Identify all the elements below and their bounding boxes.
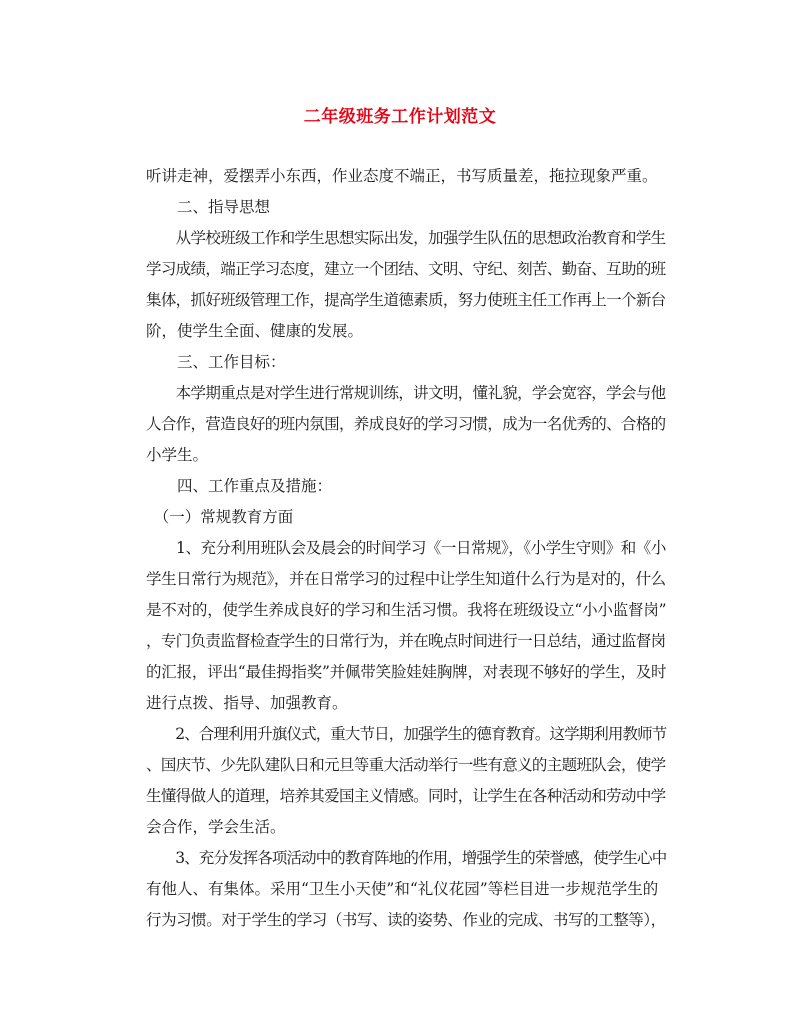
paragraph-line: 人合作，营造良好的班内氛围，养成良好的学习习惯，成为一名优秀的、合格的 <box>146 415 666 433</box>
paragraph-line: 的汇报，评出“最佳拇指奖”并佩带笑脸娃娃胸牌，对表现不够好的学生，及时 <box>146 663 667 681</box>
paragraph-line: 有他人、有集体。采用“卫生小天使”和“礼仪花园”等栏目进一步规范学生的 <box>146 880 659 898</box>
section-heading: 二、指导思想 <box>146 198 271 216</box>
paragraph-line: 行为习惯。对于学生的学习（书写、读的姿势、作业的完成、书写的工整等）， <box>146 911 666 929</box>
paragraph-line: 听讲走神，爱摆弄小东西，作业态度不端正，书写质量差，拖拉现象严重。 <box>146 167 658 185</box>
paragraph-line: 阶，使学生全面、健康的发展。 <box>146 322 364 340</box>
paragraph-line: 1、充分利用班队会及晨会的时间学习《一日常规》，《小学生守则》和《小 <box>146 539 666 557</box>
paragraph-line: 学生日常行为规范》，并在日常学习的过程中让学生知道什么行为是对的，什么 <box>146 570 666 588</box>
paragraph-line: 生懂得做人的道理，培养其爱国主义情感。同时，让学生在各种活动和劳动中学 <box>146 787 666 805</box>
document-body <box>146 161 666 936</box>
section-heading: 四、工作重点及措施： <box>146 477 333 495</box>
paragraph-line: 学习成绩，端正学习态度，建立一个团结、文明、守纪、刻苦、勤奋、互助的班 <box>146 260 666 278</box>
paragraph-line: 会合作，学会生活。 <box>146 818 286 836</box>
document-title: 二年级班务工作计划范文 <box>303 107 497 127</box>
paragraph-line: 是不对的，使学生养成良好的学习和生活习惯。我将在班级设立“小小监督岗” <box>146 601 667 619</box>
subsection-heading: （一）常规教育方面 <box>146 508 294 526</box>
paragraph-line: 小学生。 <box>146 446 209 464</box>
paragraph-line: 3、充分发挥各项活动中的教育阵地的作用，增强学生的荣誉感，使学生心中 <box>146 849 667 867</box>
paragraph-line: ，专门负责监督检查学生的日常行为，并在晚点时间进行一日总结，通过监督岗 <box>146 632 666 650</box>
paragraph-line: 进行点拨、指导、加强教育。 <box>146 694 348 712</box>
paragraph-line: 从学校班级工作和学生思想实际出发，加强学生队伍的思想政治教育和学生 <box>146 229 666 247</box>
paragraph-line: 本学期重点是对学生进行常规训练，讲文明，懂礼貌，学会宽容，学会与他 <box>146 384 666 402</box>
paragraph-line: 集体，抓好班级管理工作，提高学生道德素质，努力使班主任工作再上一个新台 <box>146 291 666 309</box>
paragraph-line: 2、合理利用升旗仪式，重大节日，加强学生的德育教育。这学期利用教师节 <box>146 725 667 743</box>
paragraph-line: 、国庆节、少先队建队日和元旦等重大活动举行一些有意义的主题班队会，使学 <box>146 756 666 774</box>
section-heading: 三、工作目标： <box>146 353 286 371</box>
